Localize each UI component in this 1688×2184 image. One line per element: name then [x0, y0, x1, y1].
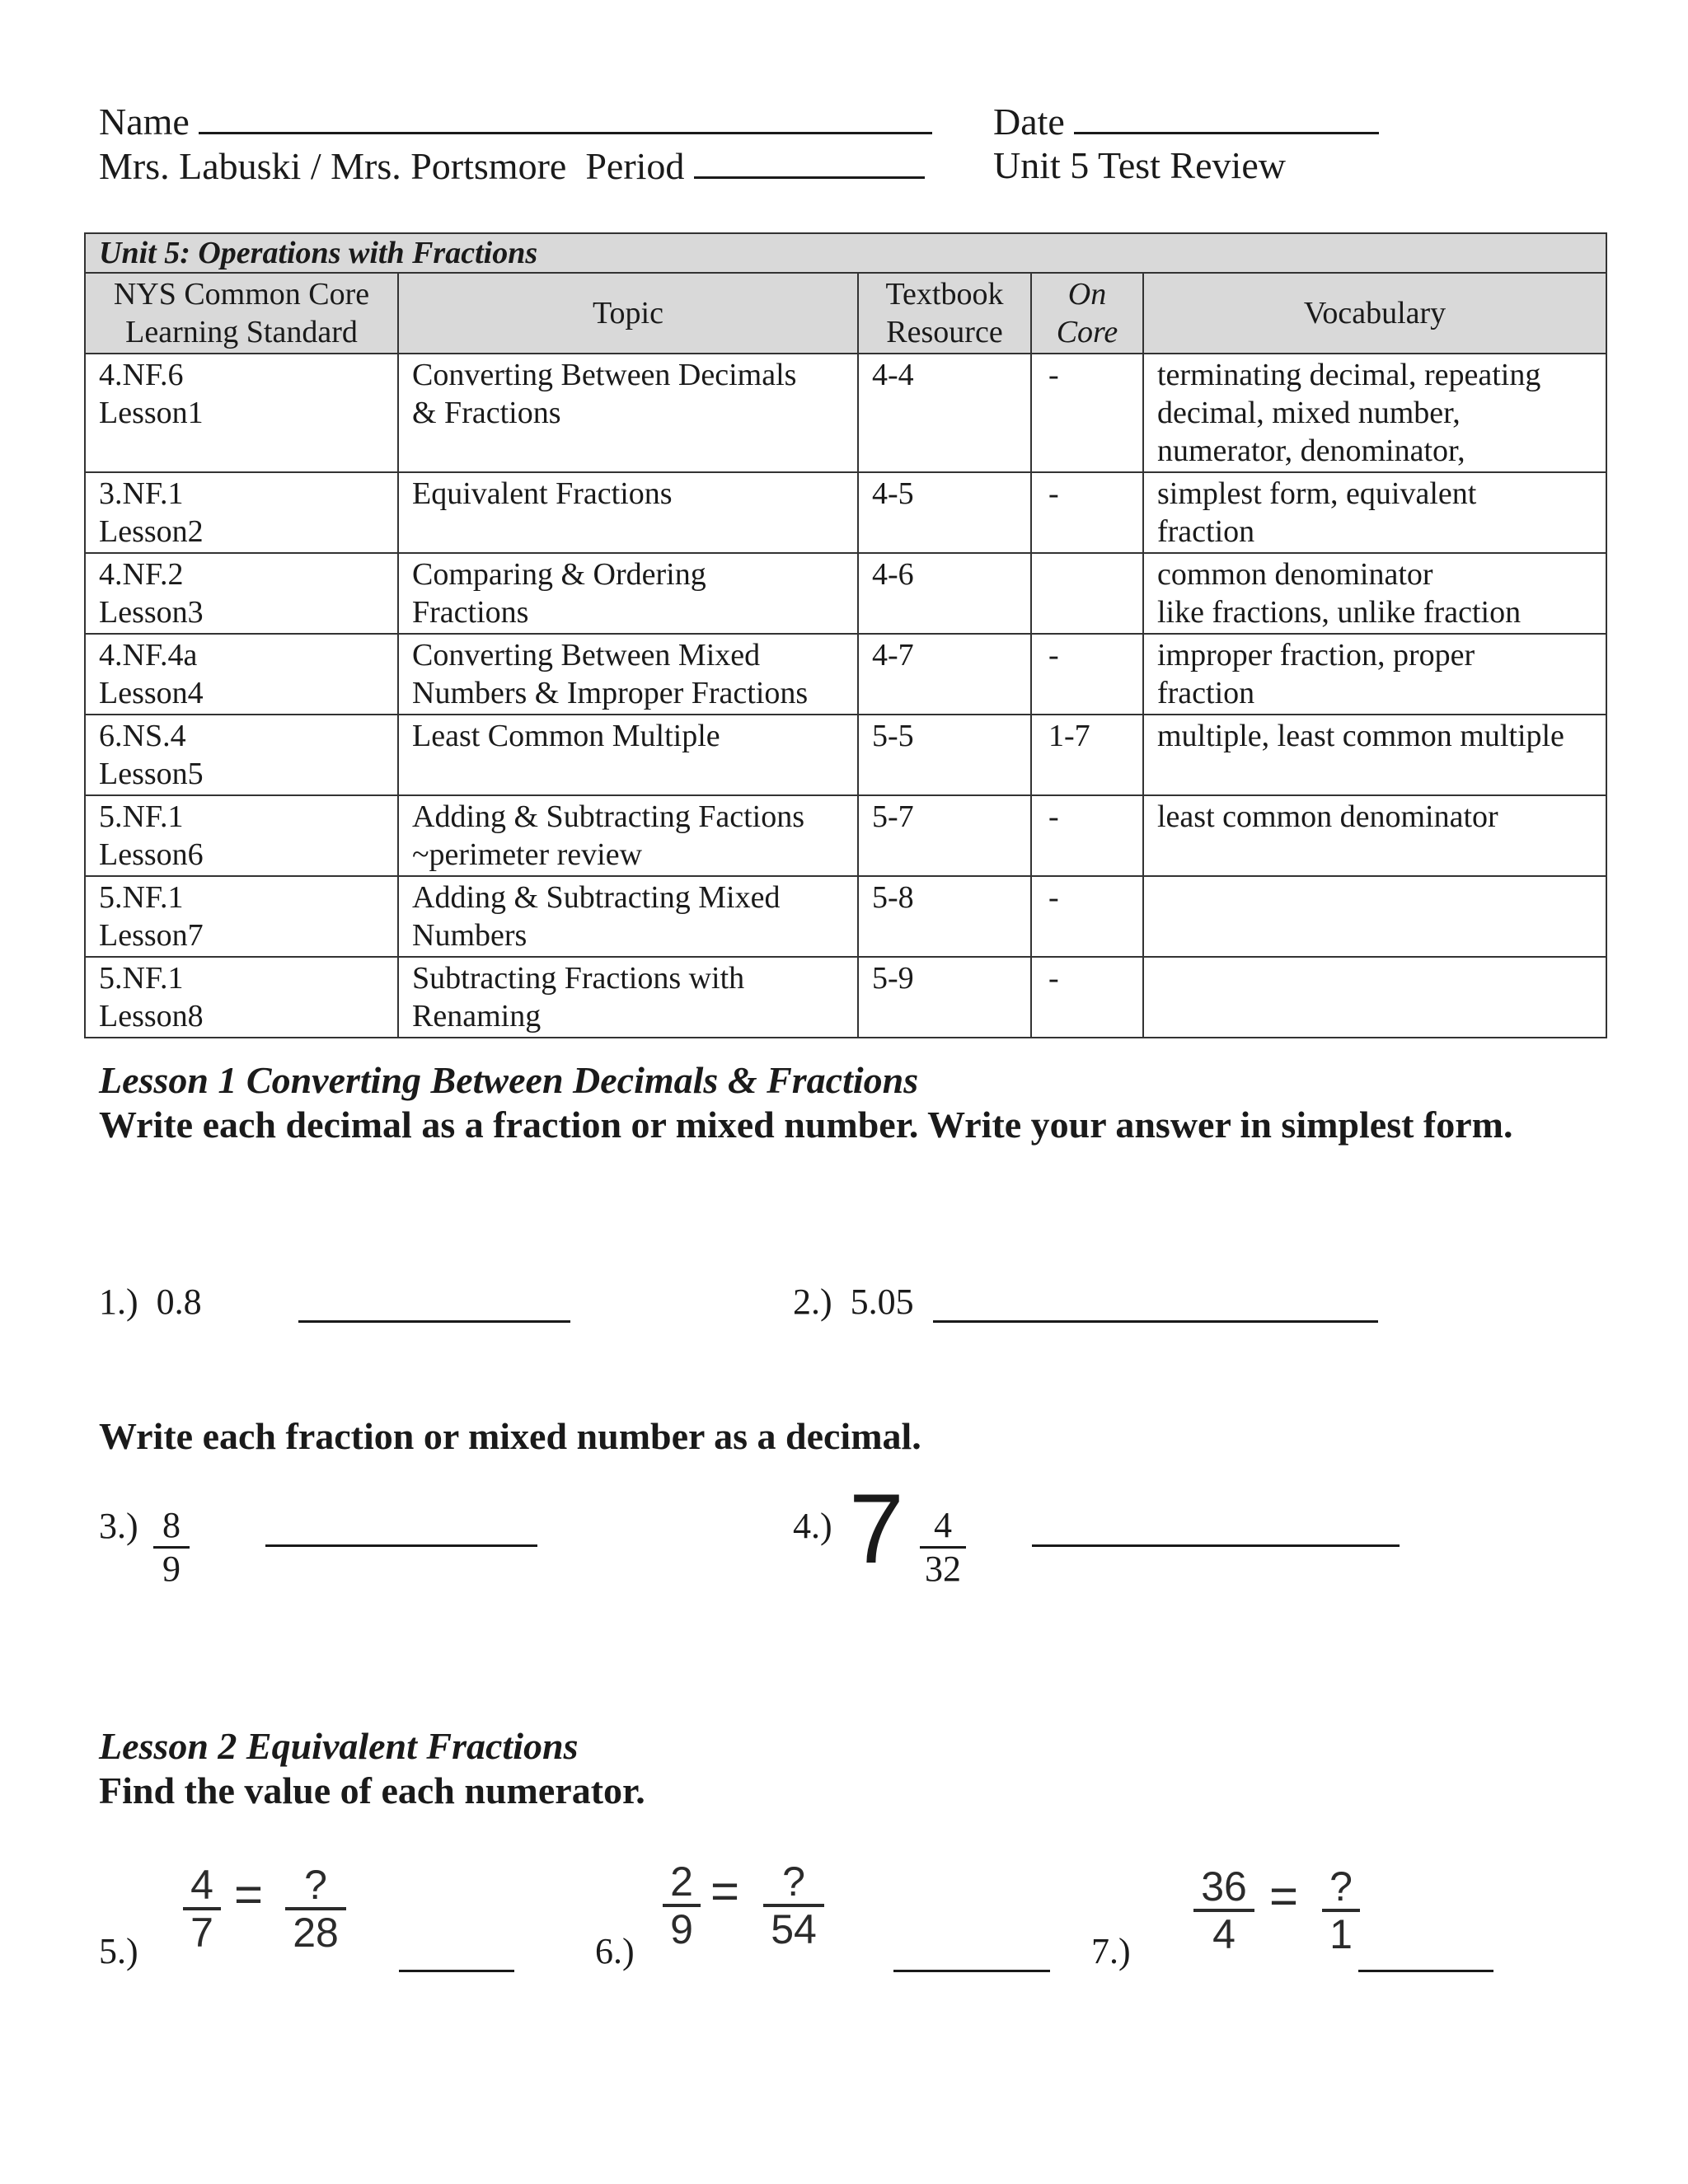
problem-4-label: 4.): [793, 1506, 832, 1546]
cell-vocabulary: least common denominator: [1143, 795, 1606, 876]
problem-1: [99, 1281, 202, 1324]
cell-oncore: -: [1031, 354, 1143, 472]
cell-standard: 3.NF.1 Lesson2: [85, 472, 398, 553]
cell-topic: Converting Between Decimals & Fractions: [398, 354, 858, 472]
problem-4-fraction: [920, 1505, 966, 1590]
cell-textbook: 4-7: [858, 634, 1031, 715]
problem-3-numerator: 8: [153, 1505, 190, 1549]
lesson2-instruction: Find the value of each numerator.: [99, 1769, 645, 1811]
cell-vocabulary: simplest form, equivalent fraction: [1143, 472, 1606, 553]
problem-5-right-numerator: ?: [285, 1863, 346, 1910]
name-label: Name: [99, 101, 190, 143]
cell-topic: Comparing & Ordering Fractions: [398, 553, 858, 634]
teacher-names: Mrs. Labuski / Mrs. Portsmore: [99, 145, 567, 187]
problem-7-left-fraction: [1193, 1864, 1254, 1957]
cell-vocabulary: improper fraction, proper fraction: [1143, 634, 1606, 715]
unit-title: Unit 5: Operations with Fractions: [85, 233, 1606, 273]
table-row: [85, 876, 1606, 957]
cell-topic: Converting Between Mixed Numbers & Improper Fractions: [398, 634, 858, 715]
cell-topic: Subtracting Fractions with Renaming: [398, 957, 858, 1038]
cell-oncore: 1-7: [1031, 715, 1143, 795]
problem-1-label: 1.): [99, 1282, 138, 1322]
problem-1-value: 0.8: [156, 1282, 202, 1322]
table-row: [85, 795, 1606, 876]
problem-5-right-fraction: [285, 1863, 346, 1955]
cell-standard: 5.NF.1 Lesson8: [85, 957, 398, 1038]
problem-6-left-numerator: 2: [663, 1859, 701, 1907]
table-row: [85, 354, 1606, 472]
problem-2: [793, 1281, 914, 1324]
cell-textbook: 5-5: [858, 715, 1031, 795]
problem-6-equals: =: [710, 1863, 740, 1919]
problem-7-left-denominator: 4: [1212, 1911, 1236, 1957]
problem-7-left-numerator: 36: [1193, 1864, 1254, 1912]
teacher-line: [99, 143, 925, 189]
cell-textbook: 5-7: [858, 795, 1031, 876]
header-textbook: Textbook Resource: [858, 273, 1031, 354]
header-topic: Topic: [398, 273, 858, 354]
table-row: [85, 553, 1606, 634]
cell-textbook: 5-8: [858, 876, 1031, 957]
date-field[interactable]: [1074, 99, 1379, 134]
lesson1-instruction-2: Write each fraction or mixed number as a decimal.: [99, 1415, 921, 1457]
cell-oncore: [1031, 553, 1143, 634]
cell-vocabulary: common denominator like fractions, unlike fraction: [1143, 553, 1606, 634]
standards-table: [84, 232, 1607, 1038]
cell-vocabulary: terminating decimal, repeating decimal, mixed number, numerator, denominator,: [1143, 354, 1606, 472]
problem-4-numerator: 4: [920, 1505, 966, 1549]
cell-textbook: 4-5: [858, 472, 1031, 553]
problem-6-right-numerator: ?: [763, 1859, 824, 1907]
cell-standard: 5.NF.1 Lesson6: [85, 795, 398, 876]
name-line: [99, 99, 932, 144]
problem-4-answer[interactable]: [1032, 1511, 1400, 1547]
problem-3-label: 3.): [99, 1506, 138, 1546]
lesson1-title: Lesson 1 Converting Between Decimals & Fractions: [99, 1059, 919, 1101]
problem-7-right-fraction: [1322, 1864, 1360, 1957]
problem-6-right-fraction: [763, 1859, 824, 1952]
table-row: [85, 957, 1606, 1038]
cell-standard: 4.NF.4a Lesson4: [85, 634, 398, 715]
period-field[interactable]: [694, 143, 925, 179]
cell-vocabulary: [1143, 876, 1606, 957]
cell-topic: Least Common Multiple: [398, 715, 858, 795]
problem-6-left-denominator: 9: [670, 1906, 693, 1952]
cell-oncore: -: [1031, 634, 1143, 715]
lesson1-instruction-1: Write each decimal as a fraction or mixed number. Write your answer in simplest form.: [99, 1104, 1513, 1146]
cell-standard: 4.NF.2 Lesson3: [85, 553, 398, 634]
cell-vocabulary: [1143, 957, 1606, 1038]
problem-1-answer[interactable]: [298, 1287, 570, 1323]
problem-7-answer[interactable]: [1358, 1937, 1493, 1972]
problem-7-equals: =: [1269, 1868, 1299, 1924]
problem-7-right-denominator: 1: [1329, 1911, 1353, 1957]
cell-oncore: -: [1031, 472, 1143, 553]
problem-7-label: 7.): [1091, 1931, 1131, 1971]
name-field[interactable]: [199, 99, 932, 134]
cell-oncore: -: [1031, 957, 1143, 1038]
problem-2-answer[interactable]: [933, 1287, 1378, 1323]
cell-vocabulary: multiple, least common multiple: [1143, 715, 1606, 795]
cell-topic: Equivalent Fractions: [398, 472, 858, 553]
problem-5-left-denominator: 7: [190, 1910, 213, 1956]
problem-2-value: 5.05: [850, 1282, 914, 1322]
problem-3-denominator: 9: [162, 1549, 181, 1589]
problem-5-label: 5.): [99, 1931, 138, 1971]
problem-3-answer[interactable]: [265, 1511, 537, 1547]
problem-5-left-fraction: [183, 1863, 221, 1955]
cell-textbook: 5-9: [858, 957, 1031, 1038]
problem-6-right-denominator: 54: [771, 1906, 817, 1952]
problem-4-whole: 7: [849, 1474, 904, 1584]
table-header-row: [85, 273, 1606, 354]
problem-4-denominator: 32: [925, 1549, 961, 1589]
table-row: [85, 472, 1606, 553]
cell-standard: 4.NF.6 Lesson1: [85, 354, 398, 472]
table-row: [85, 715, 1606, 795]
cell-textbook: 4-4: [858, 354, 1031, 472]
header-vocabulary: Vocabulary: [1143, 273, 1606, 354]
problem-7-right-numerator: ?: [1322, 1864, 1360, 1912]
date-label: Date: [993, 101, 1065, 143]
problem-5-equals: =: [234, 1867, 264, 1922]
cell-oncore: -: [1031, 876, 1143, 957]
problem-5-left-numerator: 4: [183, 1863, 221, 1910]
problem-6-left-fraction: [663, 1859, 701, 1952]
problem-3-fraction: [153, 1505, 190, 1590]
unit-title-row: [85, 233, 1606, 273]
lesson2-title: Lesson 2 Equivalent Fractions: [99, 1725, 579, 1767]
problem-5-answer[interactable]: [399, 1937, 514, 1972]
cell-topic: Adding & Subtracting Factions ~perimeter review: [398, 795, 858, 876]
header-oncore: On Core: [1031, 273, 1143, 354]
cell-topic: Adding & Subtracting Mixed Numbers: [398, 876, 858, 957]
cell-oncore: -: [1031, 795, 1143, 876]
cell-standard: 5.NF.1 Lesson7: [85, 876, 398, 957]
header-standard: NYS Common Core Learning Standard: [85, 273, 398, 354]
problem-2-label: 2.): [793, 1282, 832, 1322]
date-line: [993, 99, 1379, 144]
period-label: Period: [585, 145, 685, 187]
cell-standard: 6.NS.4 Lesson5: [85, 715, 398, 795]
review-title: Unit 5 Test Review: [993, 144, 1286, 186]
cell-textbook: 4-6: [858, 553, 1031, 634]
problem-5-right-denominator: 28: [293, 1910, 339, 1956]
problem-6-answer[interactable]: [893, 1937, 1050, 1972]
problem-6-label: 6.): [595, 1931, 635, 1971]
table-row: [85, 634, 1606, 715]
